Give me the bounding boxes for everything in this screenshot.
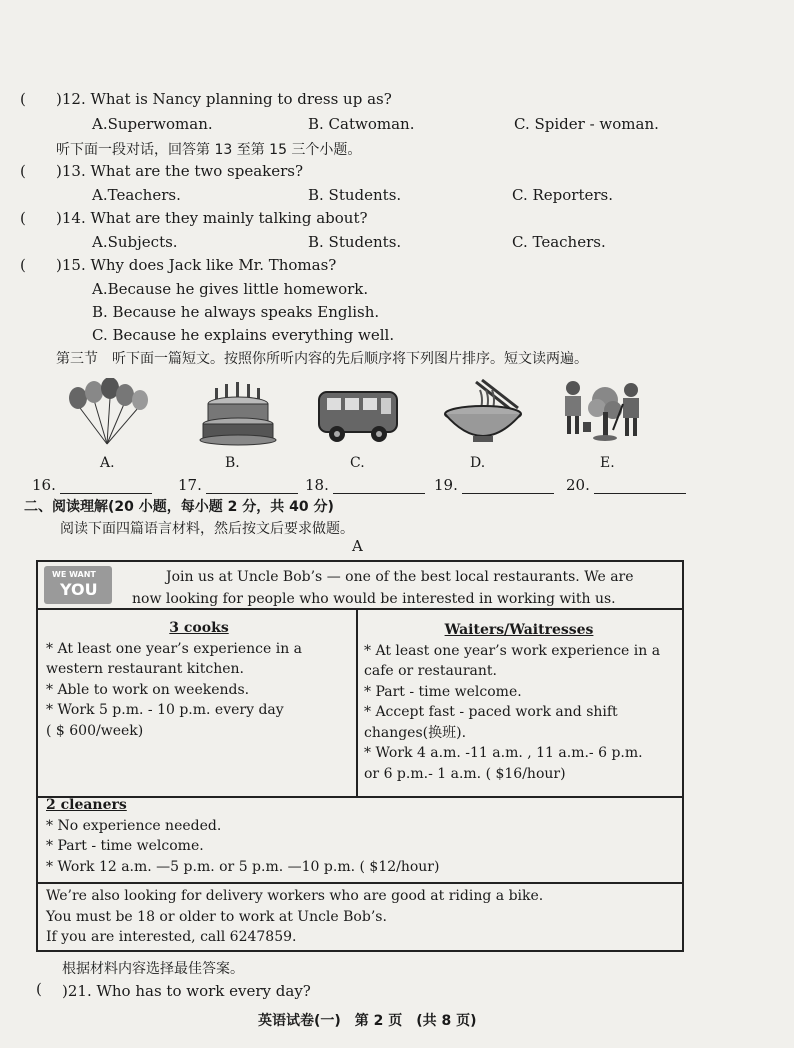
cleaners-line: * Part - time welcome. [46, 838, 204, 854]
q12-option-b: B. Catwoman. [308, 115, 415, 133]
q13-paren: ( [20, 162, 26, 180]
noodle-bowl-icon [438, 378, 528, 446]
ad-intro-line-1: Join us at Uncle Bob’s — one of the best local restaurants. We are [166, 569, 634, 585]
reading-instruction: 阅读下面四篇语言材料，然后按文后要求做题。 [60, 521, 354, 537]
cooks-line: * Able to work on weekends. [46, 681, 250, 698]
waiters-line: * Work 4 a.m. -11 a.m. , 11 a.m.- 6 p.m. [364, 745, 643, 761]
picture-label-a: A. [100, 455, 115, 471]
ad-footer [46, 886, 666, 948]
q15-paren: ( [20, 256, 26, 274]
waiters-line: or 6 p.m.- 1 a.m. ( $16/hour) [364, 765, 566, 782]
cleaners-line: * Work 12 a.m. —5 p.m. or 5 p.m. —10 p.m. ( $12/hour) [46, 858, 440, 875]
cleaners-heading: 2 cleaners [46, 797, 127, 813]
page-footer: 英语试卷(一) 第 2 页 (共 8 页) [258, 1013, 477, 1029]
waiters-line: cafe or restaurant. [364, 663, 497, 679]
choose-answer-instruction: 根据材料内容选择最佳答案。 [62, 961, 244, 977]
q12-stem: )12. What is Nancy planning to dress up as? [56, 90, 392, 108]
waiters-heading: Waiters/Waitresses [444, 622, 594, 638]
ad-footer-line: If you are interested, call 6247859. [46, 929, 297, 945]
cleaners-line: * No experience needed. [46, 817, 222, 834]
q13-stem: )13. What are the two speakers? [56, 162, 304, 180]
cleaners-section [46, 795, 666, 877]
q12-paren: ( [20, 90, 26, 108]
q13-option-c: C. Reporters. [512, 186, 613, 204]
q13-option-b: B. Students. [308, 186, 402, 204]
q13-option-a: A.Teachers. [92, 186, 181, 204]
q15-option-b: B. Because he always speaks English. [92, 303, 380, 321]
ad-divider-bottom [38, 882, 682, 884]
picture-label-e: E. [600, 455, 615, 471]
q14-option-c: C. Teachers. [512, 233, 606, 251]
cooks-column [46, 618, 352, 741]
q14-option-a: A.Subjects. [92, 233, 178, 251]
q12-option-a: A.Superwoman. [92, 115, 213, 133]
waiters-column [364, 620, 674, 784]
ad-divider-top [38, 608, 682, 610]
ad-footer-line: You must be 18 or older to work at Uncle Bob’s. [46, 908, 387, 925]
badge-top-text: WE WANT [52, 570, 96, 579]
q14-paren: ( [20, 209, 26, 227]
waiters-line: * Accept fast - paced work and shift [364, 704, 618, 720]
q15-option-a: A.Because he gives little homework. [92, 280, 369, 298]
balloons-icon [62, 378, 152, 446]
q21-paren: ( [36, 980, 42, 998]
picture-label-c: C. [350, 455, 365, 471]
waiters-line: * At least one year’s work experience in a [364, 642, 661, 659]
ad-footer-line: We’re also looking for delivery workers who are good at riding a bike. [46, 888, 544, 904]
reading-section-title: 二、阅读理解(20 小题，每小题 2 分，共 40 分) [24, 499, 334, 515]
section-3-instruction: 第三节 听下面一篇短文。按照你所听内容的先后顺序将下列图片排序。短文读两遍。 [56, 351, 588, 367]
cooks-line: * At least one year’s experience in a [46, 640, 303, 657]
waiters-line: changes(换班). [364, 724, 467, 741]
q21-stem: )21. Who has to work every day? [62, 982, 311, 1000]
q12-option-c: C. Spider - woman. [514, 115, 659, 133]
answer-blank-17[interactable]: 17. [178, 476, 298, 494]
children-planting-tree-icon [555, 378, 645, 446]
ad-divider-vertical [356, 610, 358, 796]
badge-bottom-text: YOU [60, 580, 98, 599]
answer-blank-18[interactable]: 18. [305, 476, 425, 494]
q15-option-c: C. Because he explains everything well. [92, 326, 395, 344]
answer-blank-19[interactable]: 19. [434, 476, 554, 494]
picture-label-b: B. [225, 455, 240, 471]
q15-stem: )15. Why does Jack like Mr. Thomas? [56, 256, 337, 274]
bus-icon [313, 378, 403, 446]
cooks-heading: 3 cooks [169, 620, 229, 636]
cooks-line: ( $ 600/week) [46, 722, 144, 739]
cooks-line: western restaurant kitchen. [46, 661, 245, 677]
waiters-line: * Part - time welcome. [364, 683, 522, 700]
answer-blank-20[interactable]: 20. [566, 476, 686, 494]
q14-option-b: B. Students. [308, 233, 402, 251]
birthday-cake-icon [193, 378, 283, 446]
answer-blank-16[interactable]: 16. [32, 476, 152, 494]
picture-label-d: D. [470, 455, 486, 471]
q14-stem: )14. What are they mainly talking about? [56, 209, 368, 227]
we-want-you-badge [44, 566, 112, 604]
ad-intro-line-2: now looking for people who would be interested in working with us. [132, 591, 616, 607]
passage-label-a: A [352, 537, 363, 555]
cooks-line: * Work 5 p.m. - 10 p.m. every day [46, 702, 284, 718]
instruction-13-15: 听下面一段对话，回答第 13 至第 15 三个小题。 [56, 142, 362, 158]
